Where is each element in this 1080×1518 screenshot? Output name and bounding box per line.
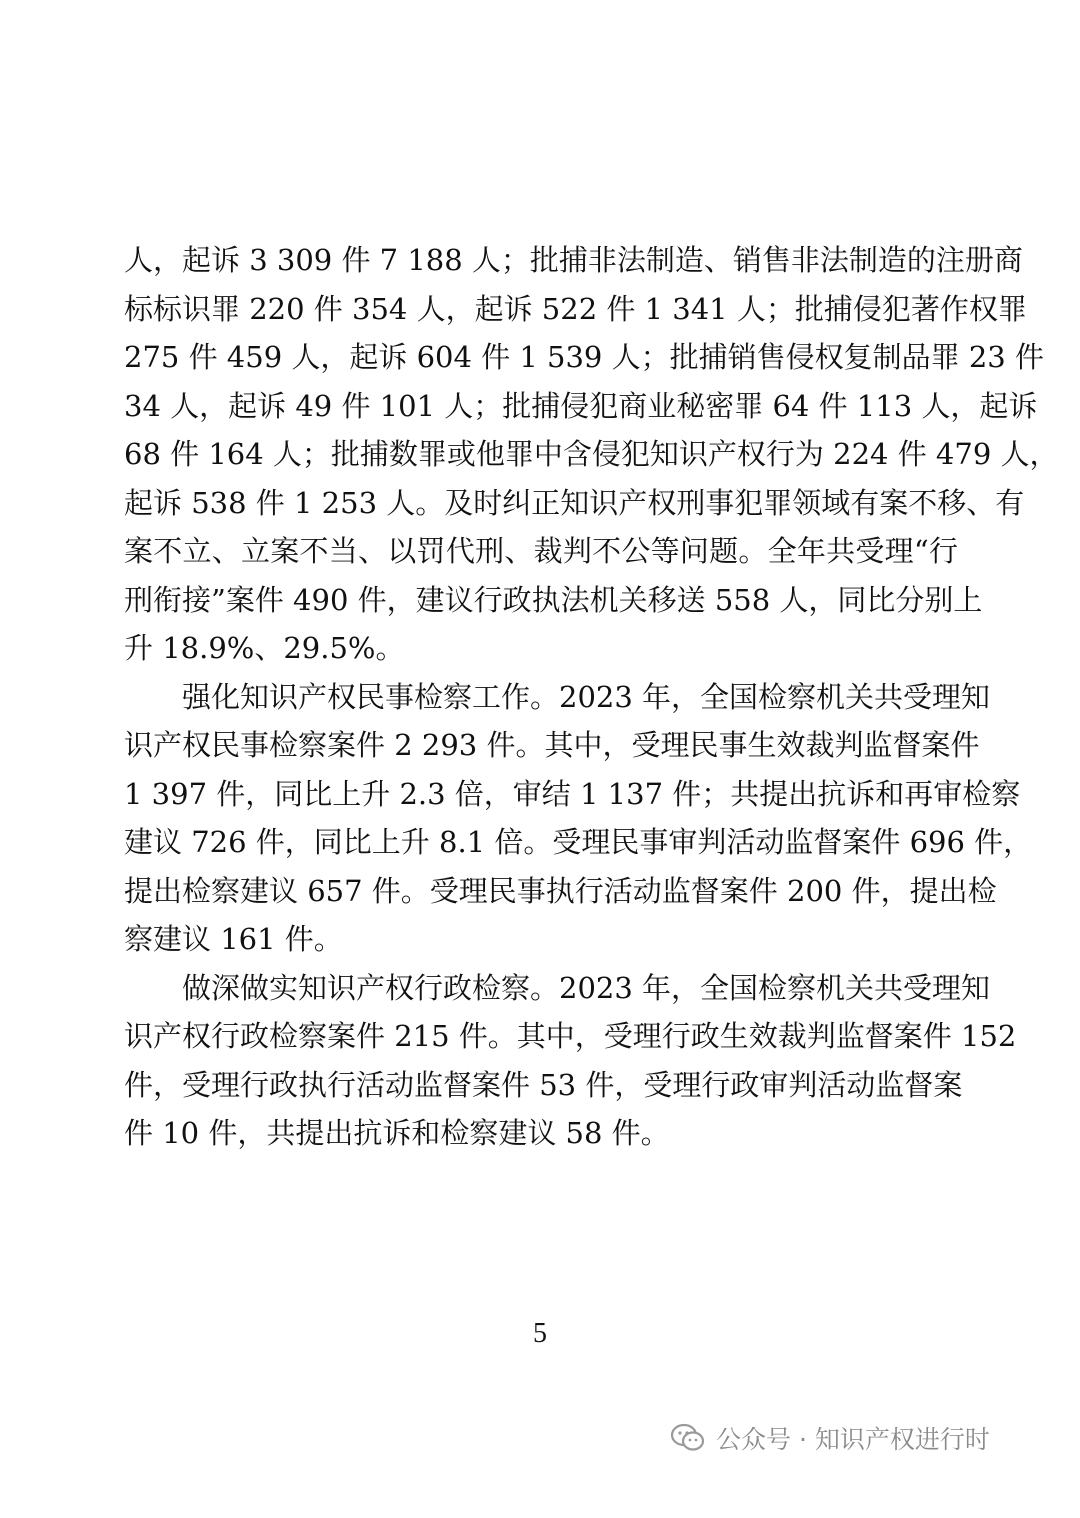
text-line: 做深做实知识产权行政检察。2023 年，全国检察机关共受理知 [182,970,991,1005]
page-number: 5 [533,1318,547,1349]
text-line: 起诉 538 件 1 253 人。及时纠正知识产权刑事犯罪领域有案不移、有 [124,485,1025,520]
text-line: 刑衔接”案件 490 件，建议行政执法机关移送 558 人，同比分别上 [124,582,983,617]
paragraph-administrative [124,964,1017,1158]
text-line: 升 18.9%、29.5%。 [124,631,405,665]
text-line: 人，起诉 3 309 件 7 188 人；批捕非法制造、销售非法制造的注册商 [124,243,1023,277]
text-line: 件，受理行政执行活动监督案件 53 件，受理行政审判活动监督案 [124,1067,963,1102]
text-line: 案不立、立案不当、以罚代刑、裁判不公等问题。全年共受理“行 [124,534,958,568]
text-line: 275 件 459 人，起诉 604 件 1 539 人；批捕销售侵权复制品罪 23 件 [124,340,1044,374]
page-body [124,236,1059,1158]
text-line: 提出检察建议 657 件。受理民事执行活动监督案件 200 件，提出检 [124,873,997,908]
watermark-text: 公众号 · 知识产权进行时 [716,1425,990,1454]
text-line: 68 件 164 人；批捕数罪或他罪中含侵犯知识产权行为 224 件 479 人， [124,437,1059,471]
text-line: 识产权行政检察案件 215 件。其中，受理行政生效裁判监督案件 152 [124,1019,1017,1053]
text-line: 建议 726 件，同比上升 8.1 倍。受理民事审判活动监督案件 696 件， [124,825,1033,859]
watermark [670,1418,990,1458]
text-line: 识产权民事检察案件 2 293 件。其中，受理民事生效裁判监督案件 [124,728,980,762]
text-line: 1 397 件，同比上升 2.3 倍，审结 1 137 件；共提出抗诉和再审检察 [124,776,1021,811]
text-line: 件 10 件，共提出抗诉和检察建议 58 件。 [124,1116,670,1150]
text-line: 强化知识产权民事检察工作。2023 年，全国检察机关共受理知 [182,679,991,714]
paragraph-civil [124,673,1033,964]
text-line: 标标识罪 220 件 354 人，起诉 522 件 1 341 人；批捕侵犯著作权罪 [124,291,1027,326]
text-line: 34 人，起诉 49 件 101 人；批捕侵犯商业秘密罪 64 件 113 人，起诉 [124,388,1038,423]
text-line: 察建议 161 件。 [124,922,343,956]
paragraph-criminal [124,236,1059,673]
wechat-icon [670,1422,706,1454]
